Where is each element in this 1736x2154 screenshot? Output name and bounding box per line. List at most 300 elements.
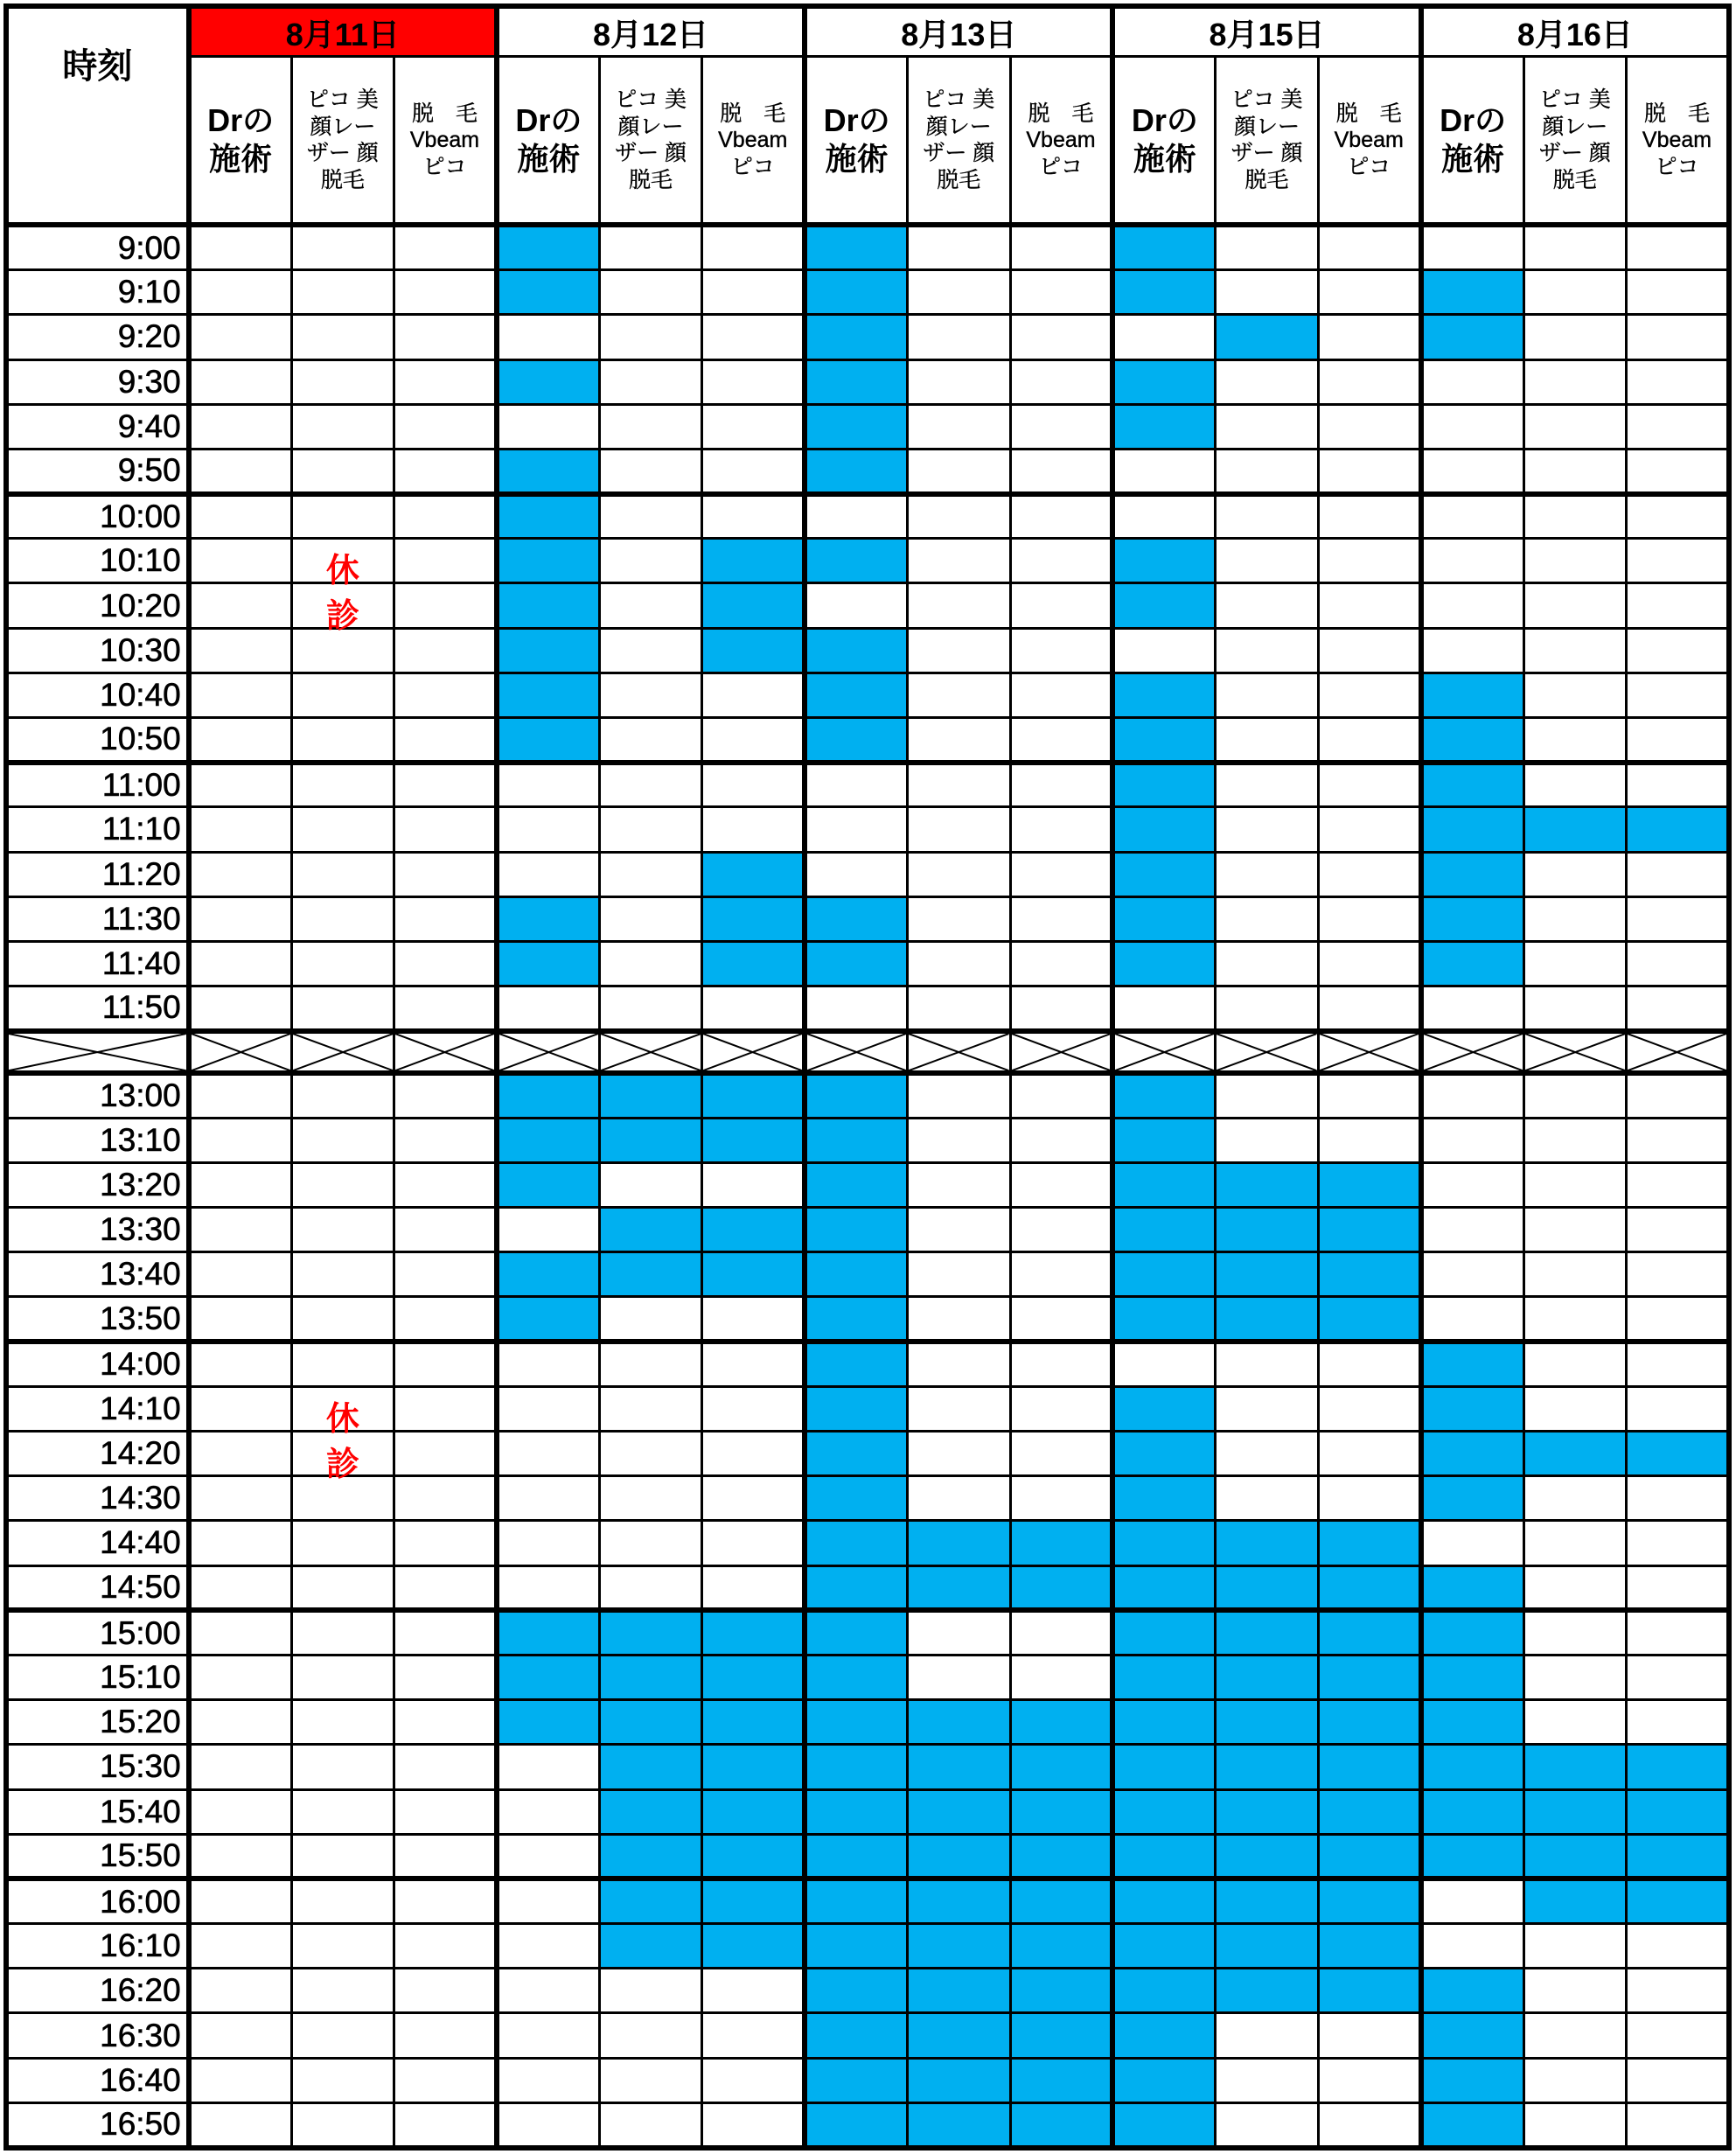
column-header-vbeam: 脱 毛 Vbeam ピコ xyxy=(1010,57,1112,226)
slot-cell xyxy=(1216,896,1318,941)
booked-slot xyxy=(908,1700,1010,1745)
slot-cell xyxy=(189,315,291,359)
slot-cell xyxy=(394,1924,497,1969)
booked-slot xyxy=(1216,1521,1318,1565)
slot-cell xyxy=(1010,225,1112,269)
slot-cell xyxy=(908,852,1010,896)
slot-cell xyxy=(1318,1342,1420,1386)
time-label: 9:20 xyxy=(6,315,189,359)
booked-slot xyxy=(702,852,805,896)
slot-cell xyxy=(394,1162,497,1207)
slot-cell xyxy=(1523,852,1626,896)
slot-cell xyxy=(394,2102,497,2148)
booked-slot xyxy=(1216,1745,1318,1789)
slot-cell xyxy=(908,1118,1010,1162)
slot-cell xyxy=(805,986,907,1031)
slot-cell xyxy=(291,1297,394,1342)
time-label: 11:10 xyxy=(6,807,189,852)
time-label: 13:00 xyxy=(6,1073,189,1118)
slot-cell xyxy=(189,225,291,269)
slot-cell xyxy=(1523,539,1626,583)
column-header-pico_face: ピコ 美 顔レー ザー 顔 脱毛 xyxy=(599,57,701,226)
booked-slot xyxy=(1112,1476,1215,1521)
slot-cell xyxy=(702,1476,805,1521)
slot-cell xyxy=(291,1118,394,1162)
slot-cell xyxy=(291,449,394,493)
time-row xyxy=(6,315,1729,359)
slot-cell xyxy=(1010,1162,1112,1207)
booked-slot xyxy=(1627,1789,1729,1834)
booked-slot xyxy=(805,315,907,359)
booked-slot xyxy=(1421,1610,1523,1655)
slot-cell xyxy=(908,1432,1010,1476)
booked-slot xyxy=(1421,2058,1523,2102)
slot-cell xyxy=(394,1342,497,1386)
slot-cell xyxy=(189,1208,291,1252)
slot-cell xyxy=(599,1969,701,2013)
time-row xyxy=(6,494,1729,539)
slot-cell xyxy=(599,539,701,583)
slot-cell xyxy=(1523,986,1626,1031)
schedule-table xyxy=(3,3,1732,2151)
booked-slot xyxy=(599,1655,701,1699)
slot-cell xyxy=(1216,2013,1318,2058)
slot-cell xyxy=(1010,494,1112,539)
break-cross-cell xyxy=(805,1031,907,1073)
break-cross-cell xyxy=(1627,1031,1729,1073)
slot-cell xyxy=(1318,359,1420,404)
slot-cell xyxy=(1010,718,1112,763)
slot-cell xyxy=(394,852,497,896)
slot-cell xyxy=(1421,494,1523,539)
slot-cell xyxy=(908,539,1010,583)
slot-cell xyxy=(189,494,291,539)
booked-slot xyxy=(702,628,805,673)
booked-slot xyxy=(805,404,907,449)
slot-cell xyxy=(1010,628,1112,673)
slot-cell xyxy=(599,807,701,852)
booked-slot xyxy=(497,896,599,941)
booked-slot xyxy=(805,1610,907,1655)
booked-slot xyxy=(702,1834,805,1879)
column-header-pico_face: ピコ 美 顔レー ザー 顔 脱毛 xyxy=(291,57,394,226)
time-label: 16:30 xyxy=(6,2013,189,2058)
slot-cell xyxy=(497,1969,599,2013)
time-row xyxy=(6,941,1729,986)
slot-cell xyxy=(599,941,701,986)
slot-cell xyxy=(1421,628,1523,673)
booked-slot xyxy=(908,1969,1010,2013)
slot-cell xyxy=(599,2058,701,2102)
booked-slot xyxy=(908,1924,1010,1969)
slot-cell xyxy=(1627,1208,1729,1252)
slot-cell xyxy=(599,1521,701,1565)
slot-cell xyxy=(291,315,394,359)
booked-slot xyxy=(599,1789,701,1834)
slot-cell xyxy=(189,1073,291,1118)
time-row xyxy=(6,718,1729,763)
slot-cell xyxy=(599,315,701,359)
booked-slot xyxy=(805,941,907,986)
slot-cell xyxy=(394,718,497,763)
booked-slot xyxy=(1112,2102,1215,2148)
time-row xyxy=(6,852,1729,896)
booked-slot xyxy=(1421,1386,1523,1431)
booked-slot xyxy=(702,1879,805,1923)
slot-cell xyxy=(1216,807,1318,852)
booked-slot xyxy=(805,449,907,493)
slot-cell xyxy=(702,270,805,315)
slot-cell xyxy=(1627,2013,1729,2058)
slot-cell xyxy=(1318,1386,1420,1431)
slot-cell xyxy=(908,718,1010,763)
booked-slot xyxy=(805,1476,907,1521)
booked-slot xyxy=(805,1521,907,1565)
booked-slot xyxy=(702,1118,805,1162)
slot-cell xyxy=(394,1700,497,1745)
booked-slot xyxy=(805,896,907,941)
booked-slot xyxy=(497,1655,599,1699)
booked-slot xyxy=(908,2102,1010,2148)
booked-slot xyxy=(1112,2013,1215,2058)
booked-slot xyxy=(1421,673,1523,717)
booked-slot xyxy=(1010,1565,1112,1610)
slot-cell xyxy=(291,718,394,763)
time-row xyxy=(6,583,1729,628)
slot-cell xyxy=(291,1610,394,1655)
booked-slot xyxy=(1112,1252,1215,1297)
booked-slot xyxy=(805,1342,907,1386)
slot-cell xyxy=(394,628,497,673)
slot-cell xyxy=(908,1162,1010,1207)
slot-cell xyxy=(1627,359,1729,404)
time-row xyxy=(6,1521,1729,1565)
time-label: 14:40 xyxy=(6,1521,189,1565)
time-label: 14:10 xyxy=(6,1386,189,1431)
time-row xyxy=(6,1118,1729,1162)
booked-slot xyxy=(805,718,907,763)
booked-slot xyxy=(1216,1565,1318,1610)
slot-cell xyxy=(189,1118,291,1162)
slot-cell xyxy=(1523,2013,1626,2058)
column-header-vbeam: 脱 毛 Vbeam ピコ xyxy=(394,57,497,226)
slot-cell xyxy=(1523,1969,1626,2013)
slot-cell xyxy=(1627,1073,1729,1118)
slot-cell xyxy=(1216,1476,1318,1521)
slot-cell xyxy=(394,225,497,269)
slot-cell xyxy=(1010,1476,1112,1521)
slot-cell xyxy=(1010,315,1112,359)
booked-slot xyxy=(1421,1476,1523,1521)
slot-cell xyxy=(189,1565,291,1610)
slot-cell xyxy=(394,2058,497,2102)
time-label: 11:30 xyxy=(6,896,189,941)
time-label: 15:10 xyxy=(6,1655,189,1699)
slot-cell xyxy=(1523,1565,1626,1610)
booked-slot xyxy=(497,1610,599,1655)
slot-cell xyxy=(291,807,394,852)
time-label: 15:40 xyxy=(6,1789,189,1834)
slot-cell xyxy=(1627,1162,1729,1207)
break-cross-cell xyxy=(702,1031,805,1073)
booked-slot xyxy=(805,1745,907,1789)
booked-slot xyxy=(1627,807,1729,852)
slot-cell xyxy=(394,1745,497,1789)
booked-slot xyxy=(1421,1565,1523,1610)
booked-slot xyxy=(1421,807,1523,852)
time-row xyxy=(6,673,1729,717)
slot-cell xyxy=(291,1655,394,1699)
slot-cell xyxy=(189,583,291,628)
slot-cell xyxy=(599,628,701,673)
booked-slot xyxy=(497,1073,599,1118)
booked-slot xyxy=(1421,763,1523,807)
slot-cell xyxy=(189,941,291,986)
slot-cell xyxy=(291,404,394,449)
slot-cell xyxy=(1421,1297,1523,1342)
time-label: 10:40 xyxy=(6,673,189,717)
booked-slot xyxy=(1421,1969,1523,2013)
booked-slot xyxy=(1523,1834,1626,1879)
time-label: 16:20 xyxy=(6,1969,189,2013)
slot-cell xyxy=(189,896,291,941)
booked-slot xyxy=(1216,1969,1318,2013)
slot-cell xyxy=(189,1879,291,1923)
time-row xyxy=(6,1476,1729,1521)
slot-cell xyxy=(394,986,497,1031)
column-header-pico_face: ピコ 美 顔レー ザー 顔 脱毛 xyxy=(908,57,1010,226)
booked-slot xyxy=(805,1969,907,2013)
slot-cell xyxy=(1627,1969,1729,2013)
slot-cell xyxy=(805,494,907,539)
booked-slot xyxy=(702,1789,805,1834)
booked-slot xyxy=(1523,1745,1626,1789)
slot-cell xyxy=(1627,270,1729,315)
slot-cell xyxy=(1421,404,1523,449)
booked-slot xyxy=(1523,1432,1626,1476)
slot-cell xyxy=(1010,986,1112,1031)
slot-cell xyxy=(1010,583,1112,628)
slot-cell xyxy=(1216,225,1318,269)
time-row xyxy=(6,628,1729,673)
booked-slot xyxy=(805,1924,907,1969)
booked-slot xyxy=(805,2102,907,2148)
slot-cell xyxy=(497,986,599,1031)
time-row xyxy=(6,1924,1729,1969)
slot-cell xyxy=(1627,1342,1729,1386)
slot-cell xyxy=(394,494,497,539)
slot-cell xyxy=(291,1924,394,1969)
slot-cell xyxy=(1318,449,1420,493)
time-row xyxy=(6,270,1729,315)
slot-cell xyxy=(1523,404,1626,449)
slot-cell xyxy=(497,2058,599,2102)
slot-cell xyxy=(1523,1297,1626,1342)
booked-slot xyxy=(805,2058,907,2102)
slot-cell xyxy=(599,270,701,315)
time-label: 9:50 xyxy=(6,449,189,493)
booked-slot xyxy=(1421,2102,1523,2148)
slot-cell xyxy=(1010,1610,1112,1655)
booked-slot xyxy=(1112,1565,1215,1610)
slot-cell xyxy=(291,1342,394,1386)
slot-cell xyxy=(702,2013,805,2058)
slot-cell xyxy=(1112,315,1215,359)
slot-cell xyxy=(1318,2058,1420,2102)
closed-notice: 休 診 xyxy=(325,1400,359,1483)
booked-slot xyxy=(1112,1745,1215,1789)
slot-cell xyxy=(1010,807,1112,852)
slot-cell xyxy=(1112,449,1215,493)
booked-slot xyxy=(702,1208,805,1252)
slot-cell xyxy=(291,986,394,1031)
slot-cell xyxy=(1010,1386,1112,1431)
time-label: 10:20 xyxy=(6,583,189,628)
slot-cell xyxy=(394,1655,497,1699)
slot-cell xyxy=(1627,1386,1729,1431)
slot-cell xyxy=(1216,494,1318,539)
slot-cell xyxy=(189,628,291,673)
slot-cell xyxy=(702,2058,805,2102)
break-cross-cell xyxy=(497,1031,599,1073)
slot-cell xyxy=(805,852,907,896)
slot-cell xyxy=(1523,718,1626,763)
slot-cell xyxy=(1318,315,1420,359)
slot-cell xyxy=(189,1521,291,1565)
slot-cell xyxy=(394,1386,497,1431)
slot-cell xyxy=(1112,1342,1215,1386)
slot-cell xyxy=(1523,1924,1626,1969)
slot-cell xyxy=(497,1834,599,1879)
booked-slot xyxy=(1421,1834,1523,1879)
booked-slot xyxy=(1112,1879,1215,1923)
slot-cell xyxy=(394,1834,497,1879)
slot-cell xyxy=(394,1610,497,1655)
booked-slot xyxy=(1216,1879,1318,1923)
slot-cell xyxy=(394,673,497,717)
slot-cell xyxy=(1010,673,1112,717)
booked-slot xyxy=(1216,1610,1318,1655)
slot-cell xyxy=(394,315,497,359)
slot-cell xyxy=(908,1476,1010,1521)
slot-cell xyxy=(189,807,291,852)
slot-cell xyxy=(189,1162,291,1207)
booked-slot xyxy=(805,1252,907,1297)
time-label: 10:50 xyxy=(6,718,189,763)
booked-slot xyxy=(1112,1208,1215,1252)
booked-slot xyxy=(805,2013,907,2058)
slot-cell xyxy=(908,1655,1010,1699)
break-cross-cell xyxy=(6,1031,189,1073)
time-label: 9:30 xyxy=(6,359,189,404)
slot-cell xyxy=(189,270,291,315)
slot-cell xyxy=(702,986,805,1031)
slot-cell xyxy=(1010,1655,1112,1699)
slot-cell xyxy=(1421,1162,1523,1207)
time-label: 16:50 xyxy=(6,2102,189,2148)
slot-cell xyxy=(394,1521,497,1565)
time-label: 10:30 xyxy=(6,628,189,673)
slot-cell xyxy=(1523,763,1626,807)
slot-cell xyxy=(599,1297,701,1342)
time-label: 13:30 xyxy=(6,1208,189,1252)
time-label: 15:50 xyxy=(6,1834,189,1879)
slot-cell xyxy=(1216,673,1318,717)
slot-cell xyxy=(805,807,907,852)
booked-slot xyxy=(805,1162,907,1207)
slot-cell xyxy=(1216,270,1318,315)
slot-cell xyxy=(1010,1073,1112,1118)
slot-cell xyxy=(1627,1297,1729,1342)
slot-cell xyxy=(908,359,1010,404)
booked-slot xyxy=(1216,315,1318,359)
slot-cell xyxy=(1318,1073,1420,1118)
time-row xyxy=(6,1789,1729,1834)
slot-cell xyxy=(1216,449,1318,493)
booked-slot xyxy=(1010,1745,1112,1789)
booked-slot xyxy=(1010,1969,1112,2013)
booked-slot xyxy=(702,1655,805,1699)
slot-cell xyxy=(189,673,291,717)
slot-cell xyxy=(1216,359,1318,404)
slot-cell xyxy=(1216,1342,1318,1386)
slot-cell xyxy=(291,1386,394,1483)
booked-slot xyxy=(497,1252,599,1297)
slot-cell xyxy=(599,2102,701,2148)
slot-cell xyxy=(1627,986,1729,1031)
time-label: 15:00 xyxy=(6,1610,189,1655)
slot-cell xyxy=(291,1208,394,1252)
booked-slot xyxy=(702,1073,805,1118)
slot-cell xyxy=(1627,763,1729,807)
slot-cell xyxy=(599,763,701,807)
time-row xyxy=(6,807,1729,852)
booked-slot xyxy=(1010,1521,1112,1565)
slot-cell xyxy=(1010,449,1112,493)
time-label: 16:40 xyxy=(6,2058,189,2102)
slot-cell xyxy=(1627,583,1729,628)
booked-slot xyxy=(1112,2058,1215,2102)
booked-slot xyxy=(805,1208,907,1252)
booked-slot xyxy=(497,1162,599,1207)
time-row xyxy=(6,404,1729,449)
booked-slot xyxy=(805,1565,907,1610)
booked-slot xyxy=(805,1700,907,1745)
slot-cell xyxy=(497,1521,599,1565)
slot-cell xyxy=(497,1208,599,1252)
slot-cell xyxy=(1216,539,1318,583)
slot-cell xyxy=(1523,1610,1626,1655)
slot-cell xyxy=(1216,583,1318,628)
slot-cell xyxy=(908,763,1010,807)
booked-slot xyxy=(908,1834,1010,1879)
slot-cell xyxy=(1318,494,1420,539)
slot-cell xyxy=(599,449,701,493)
slot-cell xyxy=(189,1386,291,1431)
booked-slot xyxy=(1318,1610,1420,1655)
slot-cell xyxy=(291,852,394,896)
slot-cell xyxy=(1421,986,1523,1031)
slot-cell xyxy=(394,404,497,449)
slot-cell xyxy=(599,1432,701,1476)
booked-slot xyxy=(702,941,805,986)
slot-cell xyxy=(1216,404,1318,449)
slot-cell xyxy=(599,896,701,941)
booked-slot xyxy=(599,1834,701,1879)
slot-cell xyxy=(1523,1342,1626,1386)
booked-slot xyxy=(1523,807,1626,852)
slot-cell xyxy=(1627,2102,1729,2148)
